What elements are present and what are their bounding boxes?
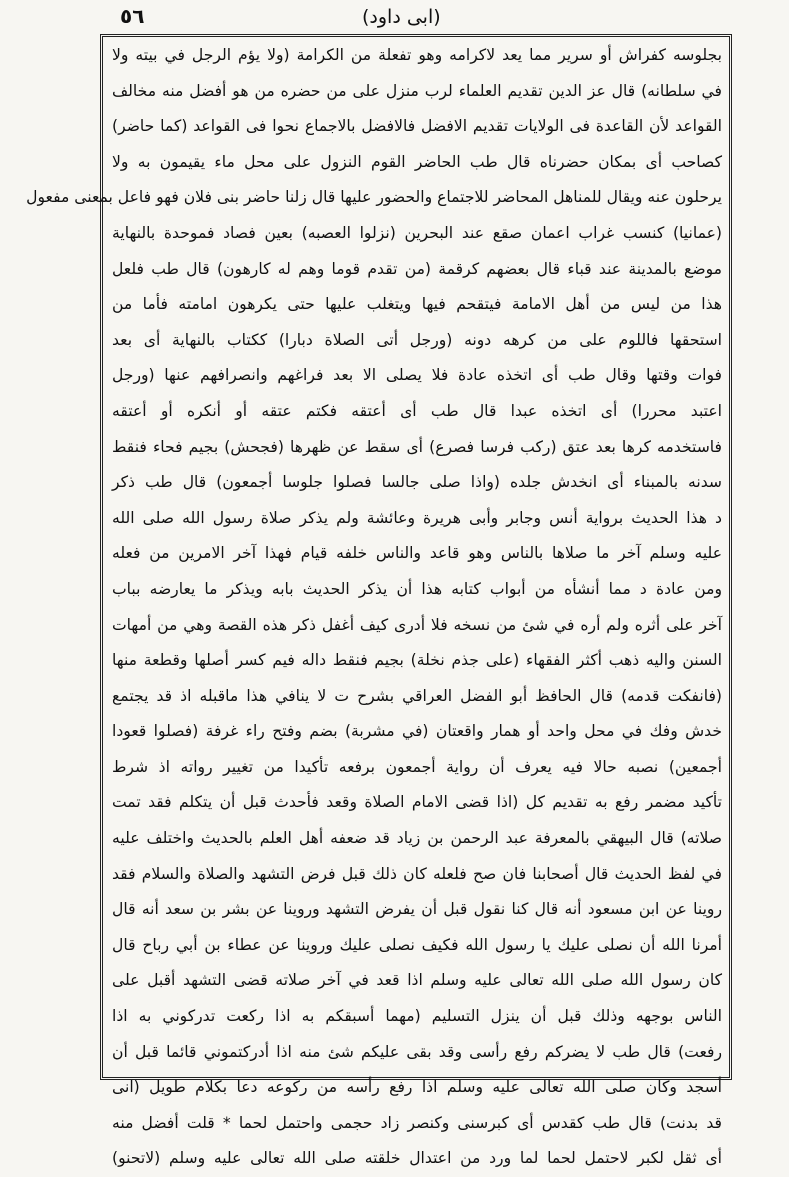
text-line: فوات وقتها وقال طب أى اتخذه عادة فلا يصلى الا بعد فراغهم وانصرافهم عنها (ورجل — [112, 366, 722, 385]
text-line: فاستخدمه كرها بعد عتق (ركب فرسا فصرع) أى سقط عن ظهرها (فجحش) بجيم فحاء فنقط — [112, 437, 722, 456]
text-line: روينا عن ابن مسعود أنه قال كنا نقول قبل أن يفرض التشهد وروينا عن بشر بن سعد أنه قال — [112, 900, 722, 919]
text-line: رفعت) قال طب لا يضركم رفع رأسى وقد بقى عليكم شئ منه اذا أدركتموني قائما قبل أن — [112, 1042, 722, 1061]
text-line: هذا من ليس من أهل الامامة فيتقحم فيها ويتغلب عليها حتى يكرهون امامته فأما من — [112, 295, 722, 314]
text-line: د هذا الحديث برواية أنس وجابر وأبى هريرة وعائشة ولم يذكر صلاة رسول الله صلى الله — [112, 508, 722, 527]
page-header — [100, 4, 732, 34]
text-line: استحقها فاللوم على من كرهه دونه (ورجل أتى الصلاة دبارا) ككتاب بالنهاية أى بعد — [112, 330, 722, 349]
text-line: (عمانيا) كنسب غراب اعمان صقع عند البحرين (نزلوا العصبه) بعين فصاد فموحدة بالنهاية — [112, 223, 722, 242]
text-line: سدنه بالمبناء أى انخدش جلده (واذا صلى جالسا فصلوا جلوسا أجمعون) قال طب ذكر — [112, 473, 722, 492]
text-line: بجلوسه كفراش أو سرير مما يعد لاكرامه وهو تفعلة من الكرامة (ولا يؤم الرجل في بيته ولا — [112, 46, 722, 64]
text-line: خدش وفك في محل واحد أو همار واقعتان (في مشربة) بضم وفتح راء غرفة (فصلوا قعودا — [112, 722, 722, 741]
text-line: تأكيد مضمر رفع به تقديم كل (اذا قضى الامام الصلاة وقعد فأحدث قبل أن يتكلم فقد تمت — [112, 793, 722, 812]
text-line: آخر على أثره ولم أره في شئ من نسخه فلا أدرى كيف أغفل ذكر هذه القصة وهي من أمهات — [112, 615, 722, 634]
text-line: (فانفكت قدمه) قال الحافظ أبو الفضل العراقي بشرح ت لا ينافي هذا ماقبله اذ قد يجتمع — [112, 686, 722, 705]
text-line: موضع بالمدينة عند قباء قال بعضهم كرقمة (من تقدم قوما وهم له كارهون) قال طب فلعل — [112, 259, 722, 278]
text-line: أى ثقل لكبر لاحتمل لحما لما ورد من اعتدال خلقته صلى الله تعالى عليه وسلم (لاتحنو) — [112, 1149, 722, 1168]
text-line: صلاته) قال البيهقي بالمعرفة عبد الرحمن بن زياد قد ضعفه أهل العلم بالحديث واختلف عليه — [112, 829, 722, 848]
text-line: السنن واليه ذهب أكثر الفقهاء (على جذم نخلة) بجيم فنقط داله فيم كسر أصلها وقطعة منها — [112, 651, 722, 670]
text-line: ومن عادة د مما أنشأه من أبواب كتابه هذا أن يذكر الحديث بابه ويذكر ما يعارضه بباب — [112, 579, 722, 598]
text-line: الناس بوجهه وذلك قبل أن ينزل التسليم (مهما أسبقكم به اذا ركعت تدركوني به اذا — [112, 1007, 722, 1026]
text-line: قد بدنت) قال طب كقدس أى كبرسنى وكنصر زاد حجمى واحتمل لحما * قلت أفضل منه — [112, 1113, 722, 1132]
text-line: كان رسول الله صلى الله تعالى عليه وسلم اذا قعد في آخر صلاته قضى التشهد أقبل على — [112, 971, 722, 990]
text-line: في سلطانه) قال عز الدين تقديم العلماء لرب منزل على من حضره من هو أفضل منه مخالف — [112, 81, 722, 100]
text-line: يرحلون عنه ويقال للمناهل المحاضر للاجتماع والحضور عليها قال زلنا حاضر بنى فلان فهو فاعل بمعنى مفعول — [26, 188, 722, 207]
text-line: كصاحب أى بمكان حضرناه قال طب الحاضر القوم النزول على محل ماء يقيمون به ولا — [112, 152, 722, 171]
commentary-text — [26, 38, 722, 1177]
text-line: القواعد لأن القاعدة فى الولايات تقديم الافضل فالافضل بالاجماع نحوا فى القواعد (كما حاضر) — [112, 117, 722, 136]
text-line: في لفظ الحديث قال أصحابنا فان صح فلعله كان ذلك قبل فرض التشهد والصلاة والسلام فقد — [112, 864, 722, 883]
page-number: ٥٦ — [120, 4, 145, 28]
running-title: (ابى داود) — [362, 6, 441, 28]
text-line: اعتبد محررا) أى اتخذه عبدا قال طب أى أعتقه فكتم عتقه أو أنكره أو أعتقه — [112, 401, 722, 420]
text-line: أمرنا الله أن نصلى عليك يا رسول الله فكيف نصلى عليك وروينا عن عطاء بن أبي رباح قال — [112, 935, 722, 954]
text-line: عليه وسلم آخر ما صلاها بالناس وهو قاعد والناس خلفه قيام فهذا آخر الامرين من فعله — [112, 544, 722, 563]
text-line: أسجد وكان صلى الله تعالى عليه وسلم اذا رفع رأسه من ركوعه دعا بكلام طويل (انى — [112, 1078, 722, 1097]
text-line: أجمعين) نصبه حالا فيه يعرف أن رواية أجمعون برفعه تأكيدا من تغيير رواته اذ شرط — [112, 757, 722, 776]
